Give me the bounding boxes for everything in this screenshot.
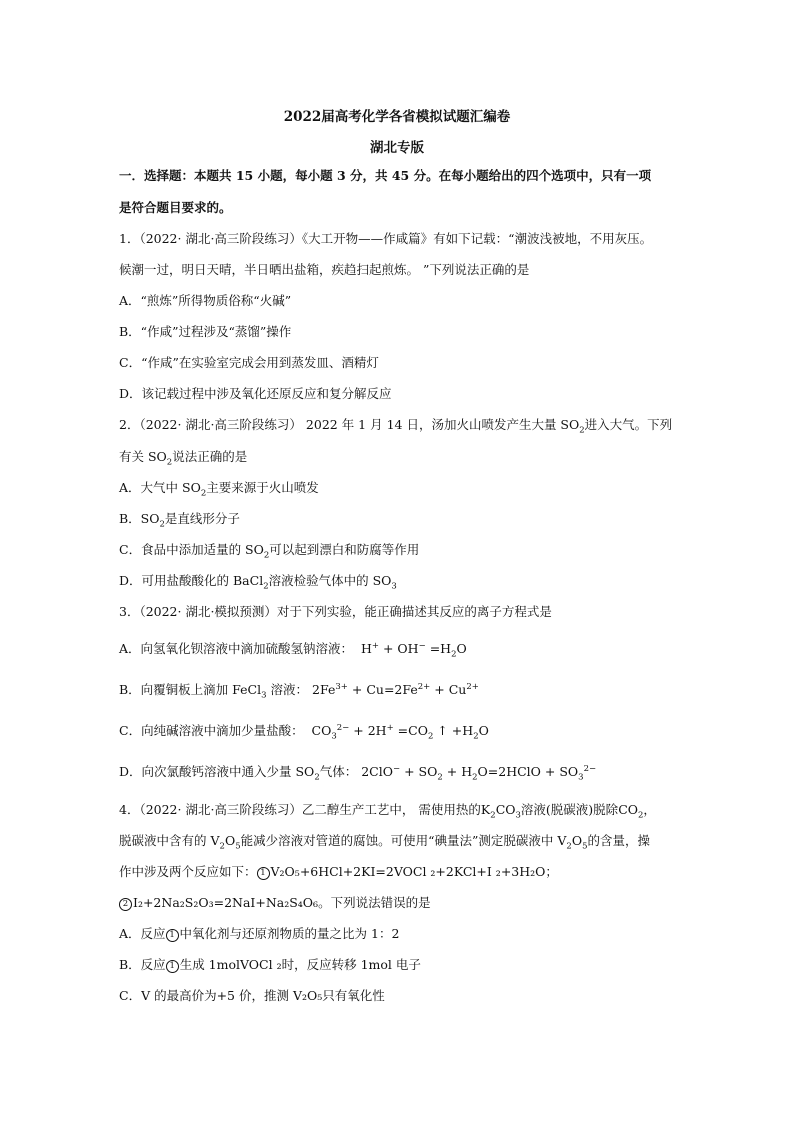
q4-reaction-2: 2 I₂+2Na₂S₂O₃=2NaI+Na₂S₄O₆。下列说法错误的是	[119, 895, 431, 911]
section-heading-line2: 是符合题目要求的。	[119, 200, 232, 215]
q4-stem-line2: 脱碳液中含有的 $V_2O_5$能减少溶液对管道的腐蚀。可使用“碘量法”测定脱碳液中 $V_2O_5$的含量，操	[119, 833, 651, 852]
q4-option-b: B．反应 1 生成 1molVOCl ₂时，反应转移 1mol 电子	[119, 957, 421, 972]
q2-option-a: A．大气中 $SO_2$主要来源于火山喷发	[119, 480, 319, 499]
q3-option-b: B．向覆铜板上滴加 FeCl$_3$ 溶液： $2Fe^{3+} + Cu=2Fe^{2+} + Cu^{2+}$	[119, 681, 479, 701]
page-subtitle: 湖北专版	[370, 140, 424, 156]
q2-stem-line1: 2．（2022· 湖北·高三阶段练习） 2022 年 1 月 14 日，汤加火山喷发产生大量 $SO_2$进入大气。下列	[119, 417, 673, 436]
q2-stem-line2: 有关 $SO_2$说法正确的是	[119, 449, 248, 468]
circled-one-icon: 1	[166, 929, 179, 942]
q4-stem-line1: 4．（2022· 湖北·高三阶段练习）乙二醇生产工艺中， 需使用热的$K_2CO_3$溶液(脱碳液)脱除$CO_2$，	[119, 802, 656, 821]
q1-option-c: C．“作咸”在实验室完成会用到蒸发皿、酒精灯	[119, 355, 379, 370]
q3-option-a: A．向氢氧化钡溶液中滴加硫酸氢钠溶液： $H^+ + OH^- =H_2O$	[119, 640, 467, 660]
q2-option-c: C．食品中添加适量的 $SO_2$可以起到漂白和防腐等作用	[119, 542, 420, 561]
q1-stem-line2: 候潮一过，明日天晴，半日晒出盐箱，疾趋扫起煎炼。 ”下列说法正确的是	[119, 262, 530, 277]
q1-stem-line1: 1．（2022· 湖北·高三阶段练习）《大工开物——作咸篇》有如下记载：“潮波浅被地，不用灰压。	[119, 231, 653, 246]
q2-option-b: B．$SO_2$是直线形分子	[119, 511, 240, 530]
circled-one-icon: 1	[257, 867, 270, 880]
q1-option-a: A．“煎炼”所得物质俗称“火碱”	[119, 293, 292, 308]
q3-stem: 3．（2022· 湖北·模拟预测）对于下列实验，能正确描述其反应的离子方程式是	[119, 604, 552, 619]
q3-option-d: D．向次氯酸钙溶液中通入少量 $SO_2$气体： $2ClO^- + SO_2$ + $H_2O=2HClO + SO_3^{2-}$	[119, 763, 597, 783]
q1-option-d: D．该记载过程中涉及氧化还原反应和复分解反应	[119, 386, 392, 401]
q4-option-a: A．反应 1 中氧化剂与还原剂物质的量之比为 1：2	[119, 926, 400, 941]
q3-option-c: C．向纯碱溶液中滴加少量盐酸： $CO_3^{2-} + 2H^+ =CO_2$ ↑ $+H_2O$	[119, 722, 489, 742]
q4-option-c: C．V 的最高价为+5 价，推测 V₂O₅只有氧化性	[119, 988, 385, 1003]
q1-option-b: B．“作咸”过程涉及“蒸馏”操作	[119, 324, 292, 339]
circled-two-icon: 2	[119, 898, 132, 911]
circled-one-icon: 1	[166, 960, 179, 973]
section-heading-line1: 一．选择题：本题共 15 小题，每小题 3 分，共 45 分。在每小题给出的四个选项中，只有一项	[119, 168, 652, 183]
page-title: 2022届高考化学各省模拟试题汇编卷	[283, 109, 511, 125]
q4-stem-line3: 作中涉及两个反应如下： 1 V₂O₅+6HCl+2KI=2VOCl ₂+2KCl+I ₂+3H₂O；	[119, 864, 558, 879]
q2-option-d: D．可用盐酸酸化的 BaCl$_2$溶液检验气体中的 $SO_3$	[119, 573, 397, 592]
